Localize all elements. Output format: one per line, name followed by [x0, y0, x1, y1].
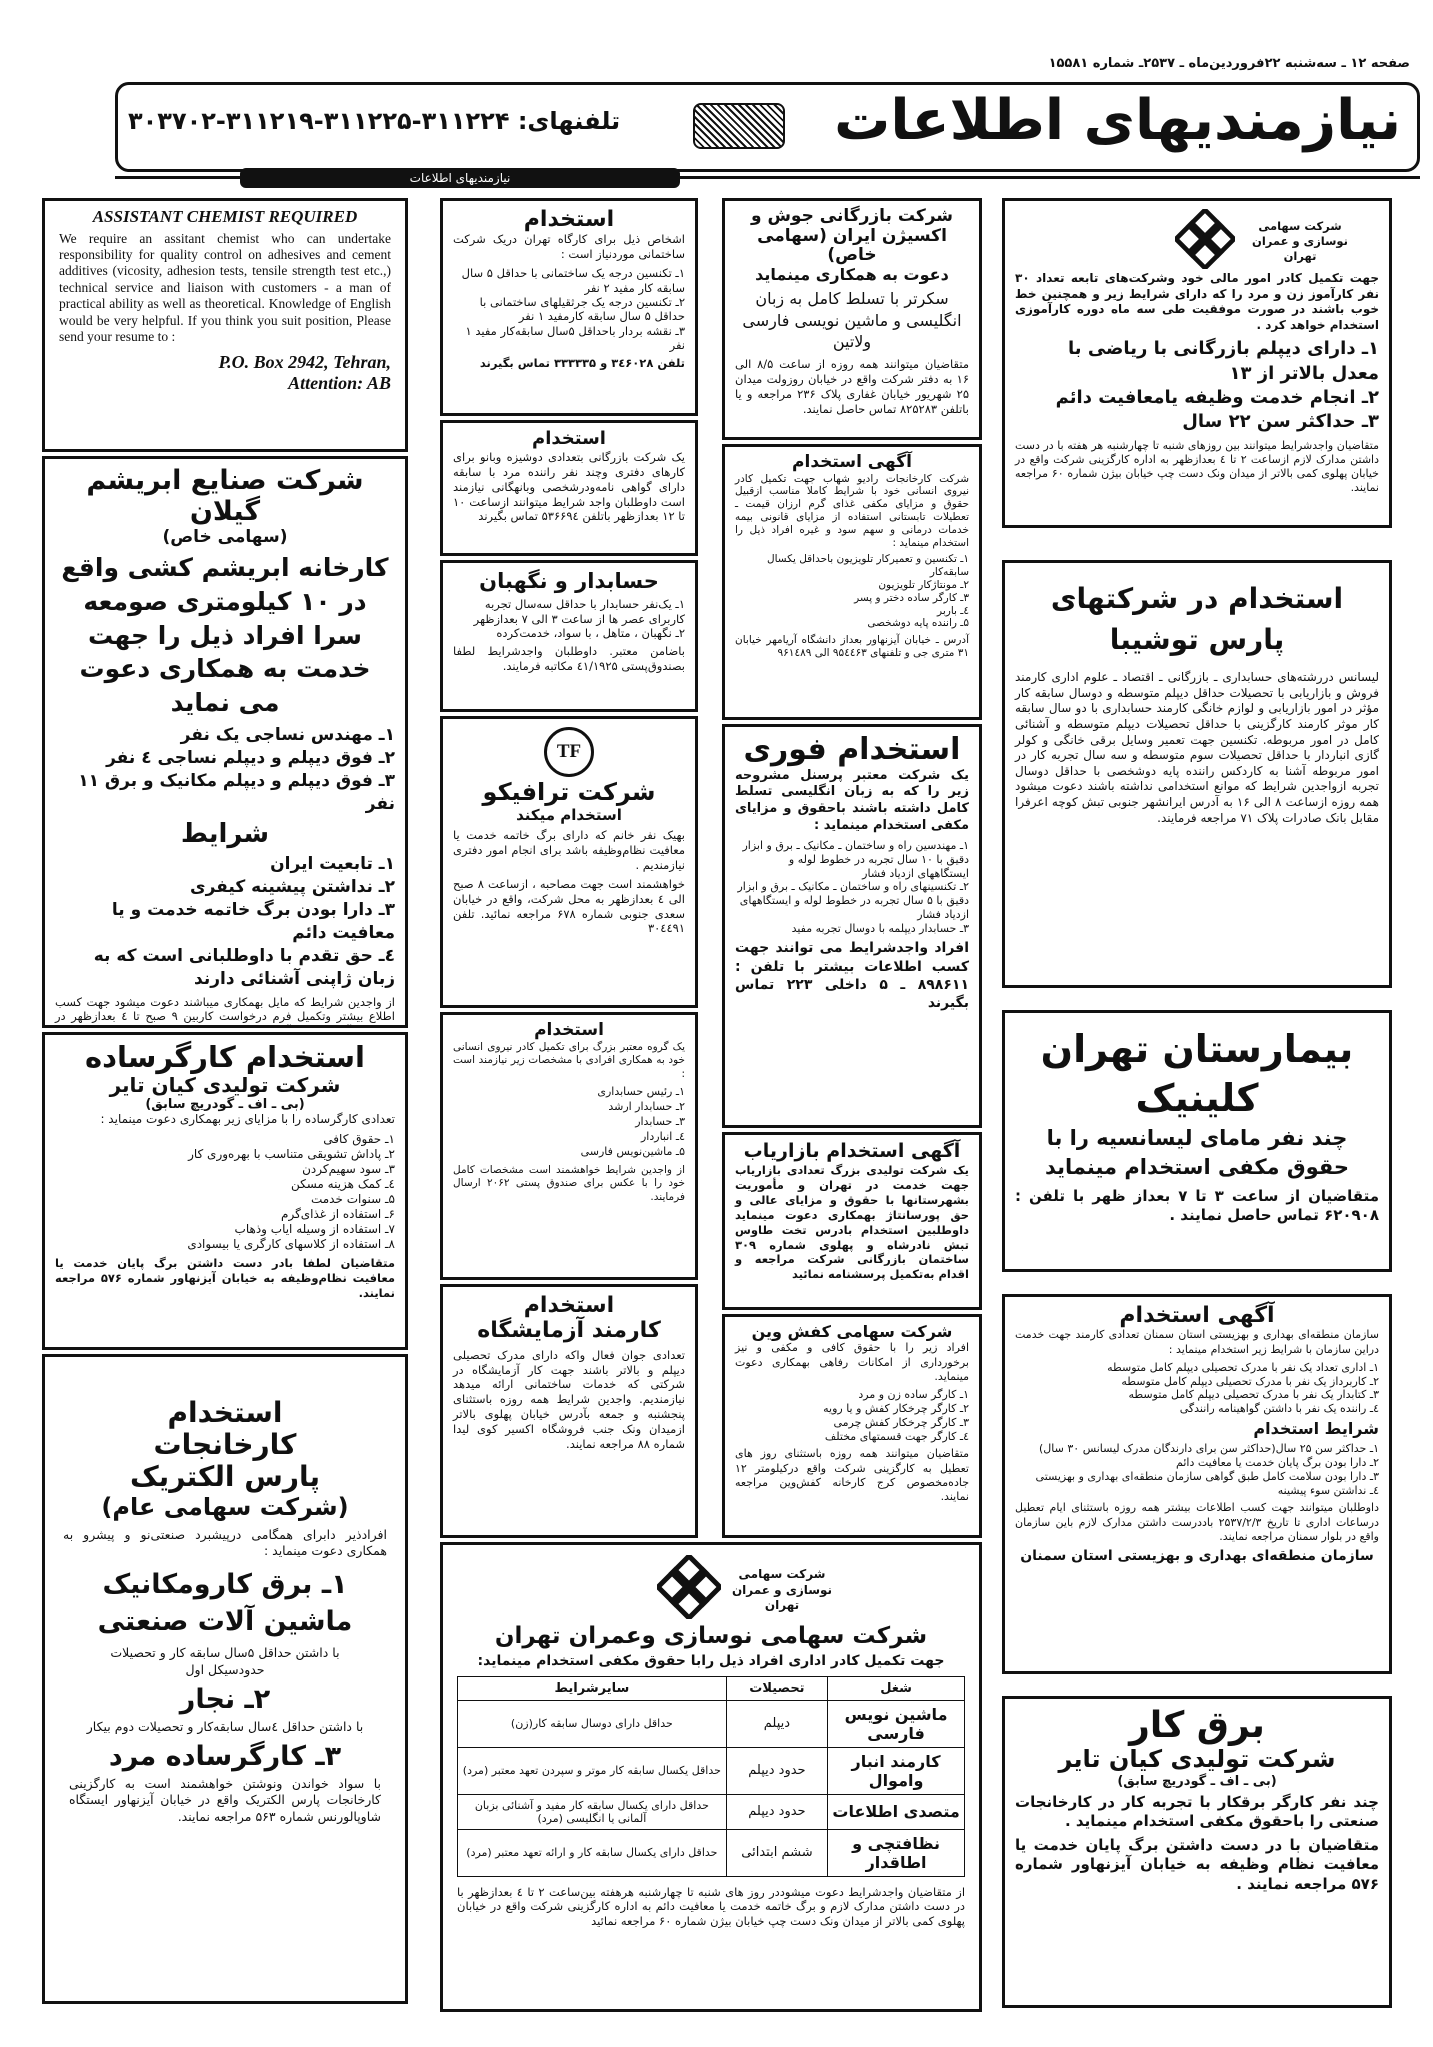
shoe-footer: متقاضیان میتوانند همه روزه باستثنای روز های تعطیل به کارگزینی شرکت واقع درکیلومتر ۱۲ جاده‌مخصوص کرج کارخانه کفش‌وین مراجعه نمایند. [735, 1447, 969, 1504]
trafico-logo-icon [544, 727, 594, 777]
trainees-logo-name: شرکت سهامی نوسازی و عمران تهران [1252, 219, 1348, 263]
trainees-footer: متقاضیان واجدشرایط میتوانند بین روزهای شنبه تا چهارشنبه هر هفته با در دست داشتن مدارک لازم ازساعت ۲ تا ٤ بعدازظهر به اداره کارگزینی شرکت واقع در خیابان پهلوی کمی بالاتر از میدان ونک دست چپ خیابان بیژن شماره ۶۰ مراجعه نمایند. [1015, 438, 1379, 495]
hire-a-body: اشخاص ذیل برای کارگاه تهران دریک شرکت ساختمانی موردنیاز است : [453, 232, 685, 262]
semnan-items [1015, 1361, 1379, 1416]
welding-body: سکرتر با تسلط کامل به زبان انگلیسی و ماشین نویسی فارسی ولاتین [742, 289, 962, 352]
list-item: ۳ـ کارگر چرخکار کفش چرمی [833, 1415, 969, 1429]
chemist-address: P.O. Box 2942, Tehran, [218, 351, 391, 372]
electric-company: شرکت تولیدی کیان تایر [1058, 1745, 1336, 1774]
market-title: آگهی استخدام بازاریاب [743, 1140, 961, 1162]
hire-a-phone: تلفن ۳٤۶۰۲۸ و ۳۳۳۳۳۵ تماس بگیرند [479, 356, 685, 371]
table-cell: ماشین نویس فارسی [828, 1700, 965, 1747]
gilan-type: (سهامی خاص) [162, 527, 288, 548]
list-item: ۳ـ حسابدار [635, 1115, 685, 1129]
ad-pars-electric [42, 1354, 408, 2004]
list-item: ٤ـ راننده یک نفر با داشتن گواهینامه رانندگی [1179, 1402, 1379, 1416]
list-item: ۵ـ راننده پایه دوشخصی [867, 617, 969, 630]
pars-subtitle: کارخانجات [153, 1428, 297, 1462]
trafico-company: شرکت ترافیکو [482, 778, 656, 806]
ad-gilan-silk [42, 456, 408, 1028]
list-item: ۳ـ دارا بودن برگ خاتمه خدمت و یا معافیت دائم [111, 900, 395, 944]
shahab-body: شرکت کارخانجات رادیو شهاب جهت تکمیل کادر نیروی انسانی خود با شرایط کاملا مناسب ازقبیل حقوق و مزایای مکفی غذای گرم ارزان قیمت ـ تعطیلات تابستانی استفاده از مزایای قانونی بیمه خدمات درمانی و سهم سود و غیره افراد ذیل را استخدام مینماید : [735, 472, 969, 549]
ad-hire-group [440, 1012, 698, 1280]
table-row [458, 1747, 965, 1794]
hire-b-body: یک شرکت بازرگانی بتعدادی دوشیزه وبانو برای کارهای دفتری وچند نفر راننده مرد با سابقه دارای گواهی نامه‌ودرشخصی وبانهگانی نیازمند است داوطلبان واجد شرایط میتوانند ازساعت ۱۰ تا ۱۲ بعدازظهر باتلفن ۵۳۶۶۹٤ تماس بگیرند [453, 449, 685, 524]
trafico-footer: خواهشمند است جهت مصاحبه ، ازساعت ۸ صبح الی ٤ بعدازظهر به محل شرکت، واقع در خیابان سعدی جنوبی شماره ۶۷۸ مراجعه نمائید. تلفن ۳۰٤٤۹۱ [453, 876, 685, 936]
semnan-signature: سازمان منطقه‌ای بهداری و بهزیستی استان سمنان [1020, 1548, 1374, 1565]
worker-company: شرکت تولیدی کیان تایر [109, 1073, 341, 1098]
list-item: ۲ـ فوق دیپلم و دیپلم نساجی ٤ نفر [106, 747, 395, 768]
masthead-phones: تلفنهای: ۳۱۱۲۲۴-۳۱۱۲۲۵-۳۱۱۲۱۹-۳۰۳۷۰۲ [128, 107, 621, 135]
guard-items [453, 597, 685, 640]
list-item: ۷ـ استفاده از وسیله ایاب وذهاب [234, 1221, 395, 1236]
ad-accountant-guard [440, 560, 698, 712]
urgent-footer: افراد واجدشرایط می توانند جهت کسب اطلاعات بیشتر با تلفن : ۸۹۸۶۱۱ ـ ۵ داخلی ۲۲۳ تماس بگیرند [735, 940, 969, 1011]
trafico-body: بهیک نفر خانم که دارای برگ خاتمه خدمت یا معافیت نظام‌وظیفه باشد برای انجام امور دفتری نیازمندیم . [453, 827, 685, 872]
list-item: ۱ـ حداکثر سن ۲۵ سال(حداکثر سن برای دارندگان مدرک لیسانس ۳۰ سال) [1039, 1442, 1379, 1456]
gilan-conditions-title: شرایط [180, 818, 270, 849]
trainees-logo [1015, 207, 1379, 271]
hire-a-items [453, 266, 685, 352]
chemist-attention: Attention: AB [288, 372, 391, 393]
electric-body: چند نفر کارگر برقکار با تجربه کار در کارخانجات صنعتی را باحقوق مکفی استخدام مینماید . [1015, 1792, 1379, 1831]
list-item: ۱ـ تابعیت ایران [270, 854, 395, 875]
list-item: ۳ـ دارا بودن سلامت کامل طبق گواهی سازمان منطقه‌ای بهداری و بهزیستی [1035, 1469, 1379, 1483]
gilan-footer: از واجدین شرایط که مایل بهمکاری میباشند دعوت میشود جهت کسب اطلاع بیشتر وتکمیل فرم درخواست کاربین ۹ صبح تا ٤ بعدازظهر در [55, 995, 395, 1024]
renovation-logo [457, 1553, 965, 1623]
list-item: ۳ـ نقشه بردار باحداقل ۵سال سابقه‌کار مفید ۱ نفر [465, 323, 685, 353]
masthead-logo-icon [693, 103, 785, 149]
worker-former: (بی ـ اف ـ گودریچ سابق) [145, 1097, 305, 1113]
trainees-intro: جهت تکمیل کادر امور مالی خود وشرکت‌های تابعه تعداد ۳۰ نفر کارآموز زن و مرد را که دارای شرایط زیر و همچنین خط خوب باشند در صورت موفقیت طی سه ماه دوره کارآموزی استخدام خواهد کرد . [1015, 271, 1379, 332]
list-item: ۲ـ نگهبان ، متاهل ، با سواد، خدمت‌کرده [496, 625, 685, 640]
table-cell: حداقل دارای دوسال سابقه کار(زن) [458, 1700, 727, 1747]
list-item: ۲ـ تکنسینهای راه و ساختمان ـ مکانیک ـ برق و ابزار دقیق با ۵ سال تجربه در خطوط لوله و ایستگاههای ازدیاد فشار [737, 880, 969, 921]
ad-lab-staff [440, 1284, 698, 1538]
clinic-body: چند نفر مامای لیسانسیه را با حقوق مکفی استخدام مینماید [1044, 1125, 1350, 1180]
ad-marketer [722, 1132, 982, 1310]
list-item: ۳ـ فوق دیپلم و دیپلم مکانیک و برق ۱۱ نفر [78, 770, 395, 814]
semnan-footer: داوطلبان میتوانند جهت کسب اطلاعات بیشتر همه روزه باستثنای ایام تعطیل درساعات اداری تا تاریخ ۲۵۳۷/۲/۳ باددرست داشتن مدارک لازم باین سازمان واقع در بلوار سمنان مراجعه نمایند. [1015, 1501, 1379, 1543]
electric-former: (بی ـ اف ـ گودریچ سابق) [1117, 1773, 1277, 1789]
guard-footer: باضامن معتبر. داوطلبان واجدشرایط لطفا بصندوق‌پستی ٤۱/۱۹۲۵ مکاتبه فرمایند. [453, 644, 685, 674]
ad-tehran-renovation [440, 1542, 982, 2012]
gilan-items [55, 724, 395, 816]
trafico-subtitle: استخدام میکند [516, 805, 622, 824]
clinic-footer: متقاضیان از ساعت ۳ تا ۷ بعداز ظهر با تلفن : ۶۲۰۹۰۸ تماس حاصل نمایند . [1015, 1186, 1380, 1225]
hire-c-title: استخدام [534, 1020, 604, 1040]
list-item: ۲ـ نداشتن پیشینه کیفری [190, 877, 395, 898]
list-item: ۱ـ تکنسین درجه یک ساختمانی با حداقل ۵ سال سابقه کار مفید ۲ نفر [461, 266, 685, 295]
list-item: ۲ـ کارگر چرخکار کفش و یا رویه [823, 1402, 969, 1416]
list-item: ٤ـ نداشتن سوء پیشینه [1277, 1483, 1379, 1497]
urgent-items [735, 839, 969, 935]
list-item: ۱ـ اداری تعداد یک نفر با مدرک تحصیلی دیپلم کامل متوسطه [1107, 1360, 1379, 1374]
list-item: ۱ـ مهندسین راه و ساختمان ـ مکانیک ـ برق و ابزار دقیق با ۱۰ سال تجربه در خطوط لوله و ایستگاههای ازدیاد فشار [742, 839, 969, 880]
knot-logo-icon [657, 1555, 721, 1619]
pars-job2-req: با داشتن حداقل ٤سال سابقه‌کار و تحصیلات دوم بیکار [86, 1718, 364, 1734]
list-item: ۳ـ حداکثر سن ۲۲ سال [1182, 411, 1379, 433]
knot-logo-icon [1175, 209, 1235, 269]
list-item: ۱ـ کارگر ساده زن و مرد [858, 1388, 969, 1402]
toshiba-title: استخدام در شرکتهای پارس توشیبا [1050, 582, 1344, 656]
masthead-ribbon [240, 168, 680, 188]
list-item: ۲ـ پاداش تشویقی متناسب با بهره‌وری کار [188, 1146, 395, 1161]
table-header: شغل [828, 1676, 965, 1700]
table-header: تحصیلات [726, 1676, 827, 1700]
worker-items [55, 1132, 395, 1252]
ad-semnan-health [1002, 1294, 1392, 1674]
hire-c-footer: از واجدین شرایط خواهشمند است مشخصات کامل خود را با عکس برای صندوق پستی ۲۰۶۲ ارسال فرمایند. [453, 1163, 686, 1203]
pars-type: (شرکت سهامی عام) [101, 1492, 349, 1521]
hire-c-items [453, 1085, 685, 1159]
table-row [458, 1700, 965, 1747]
ad-electrician [1002, 1696, 1392, 2008]
chemist-title: ASSISTANT CHEMIST REQUIRED [92, 207, 358, 226]
clinic-title: بیمارستان تهران کلینیک [1040, 1027, 1354, 1121]
list-item: ۱ـ حقوق کافی [323, 1131, 395, 1146]
electric-title: برق کار [1129, 1705, 1265, 1746]
gilan-company: شرکت صنایع ابریشم گیلان [86, 465, 364, 528]
semnan-conditions-title: شرایط استخدام [1253, 1418, 1379, 1438]
pars-job1-req: با داشتن حداقل ۵سال سابقه کار و تحصیلات حدودسیکل اول [110, 1645, 340, 1677]
list-item: ٤ـ کارگر جهت قسمتهای مختلف [824, 1429, 969, 1443]
pars-job3-req: با سواد خواندن ونوشتن خواهشمند است به کارگزینی کارخانجات پارس الکتریک واقع در خیابان آیزنهاور ایستگاه شاوپالورنس شماره ۵۶۳ مراجعه نمایند. [69, 1776, 381, 1824]
list-item: ٤ـ انباردار [640, 1130, 685, 1143]
list-item: ۶ـ استفاده از غذای‌گرم [281, 1206, 395, 1221]
list-item: ۲ـ مونتاژکار تلویزیون [878, 578, 969, 591]
ad-simple-worker [42, 1032, 408, 1350]
ad-renovation-trainees [1002, 198, 1392, 528]
electric-footer: متقاضیان با در دست داشتن برگ پایان خدمت یا معافیت نظام وظیفه به خیابان آیزنهاور شماره ۵۷۶ مراجعه نمایند . [1015, 1835, 1379, 1893]
table-cell: حدود دیپلم [726, 1794, 827, 1829]
list-item: ۳ـ کارگر ساده دختر و پسر [854, 591, 969, 604]
lab-subtitle: کارمند آزمایشگاه [477, 1318, 661, 1344]
gilan-headline: کارخانه ابریشم کشی واقع در ۱۰ کیلومتری صومعه سرا افراد ذیل را جهت خدمت به همکاری دعوت می نماید [61, 553, 389, 718]
list-item: ۲ـ حسابدار ارشد [608, 1100, 685, 1114]
welding-invite: دعوت به همکاری مینماید [755, 264, 949, 284]
pars-title: استخدام [167, 1396, 283, 1429]
list-item: ٤ـ کمک هزینه مسکن [290, 1176, 395, 1191]
list-item: ۱ـ تکنسین و تعمیرکار تلویزیون باحداقل یکسال سابقه‌کار [766, 553, 969, 579]
pars-job1: ۱ـ برق کارومکانیک ماشین آلات صنعتی [97, 1568, 353, 1638]
toshiba-body: لیسانس دررشته‌های حسابداری ـ بازرگانی ـ اقتصاد ـ علوم اداری کارمند فروش و بازاریابی با تحصیلات حداقل دیپلم متوسطه و دوسال سابقه کار مؤثر در امور بازاریابی و لوازم خانگی کارمند حسابداری با دو سال سابقه کار موثر کارمند کارگزینی با حداقل تحصیلات دیپلم متوسطه و آشنائی کامل در امور مربوطه. تکنسین جهت تعمیر وسایل برقی خانگی و کولر گازی انباردار با حداقل تحصیلات سوم متوسطه و سه سال تجربه کار در امور مربوطه آشنا به کاردکس راننده پایه دوشخصی با حداقل دوسال تجربه ازواجدین شرایط که موانع استخدامی نداشته باشند دعوت میشود همه روزه ازساعت ۸ الی ۱۶ به آدرس ایرانشهر جنوبی تبش کوچه اعرفرا مقابل بانک صادرات پلاک ۷۱ مراجعه فرمایند. [1015, 670, 1379, 825]
semnan-title: آگهی استخدام [1119, 1303, 1275, 1328]
list-item: ۲ـ تکنسین درجه یک جرثقیلهای ساختمانی با حداقل ۵ سال سابقه کارمفید ۱ نفر [479, 294, 685, 324]
dateline: صفحه ۱۲ ـ سه‌شنبه ۲۲فروردین‌ماه ـ ۲۵۳۷ـ شماره ۱۵۵۸۱ [1048, 56, 1410, 71]
hire-b-title: استخدام [532, 428, 606, 449]
list-item: ۵ـ ماشین‌نویس فارسی [580, 1144, 685, 1158]
pars-job2: ۲ـ نجار [179, 1683, 271, 1715]
masthead [115, 82, 1420, 172]
masthead-ribbon-label: نیازمندیهای اطلاعات [409, 171, 511, 185]
list-item: ۲ـ کاربرداز یک نفر با مدرک تحصیلی دیپلم کامل متوسطه [1121, 1374, 1379, 1388]
list-item: ۵ـ سنوات خدمت [310, 1191, 395, 1206]
worker-headline: استخدام کارگرساده [84, 1040, 365, 1074]
list-item: ۳ـ سود سهیم‌کردن [302, 1161, 395, 1176]
ad-welding-oxygen [722, 198, 982, 440]
welding-footer: متقاضیان میتوانند همه روزه از ساعت ۸/۵ الی ۱۶ به دفتر شرکت واقع در خیابان روزولت میدان ۲۵ شهریور خیابان غفاری پلاک ۲۳۶ مراجعه و یا باتلفن ۸۲۵۲۸۳ تماس حاصل نمایند. [735, 356, 969, 416]
masthead-title: نیازمندیهای اطلاعات [834, 88, 1401, 153]
shoe-title: شرکت سهامی کفش وین [751, 1322, 953, 1341]
pars-company: پارس الکتریک [130, 1460, 320, 1494]
list-item: ۸ـ استفاده از کلاسهای کارگری یا بیسوادی [187, 1236, 395, 1251]
list-item: ۳ـ حسابدار دیپلمه با دوسال تجربه مفید [791, 921, 969, 935]
list-item: ۱ـ رئیس حسابداری [597, 1085, 685, 1099]
list-item: ۲ـ دارا بودن برگ پایان خدمت یا معافیت دائم [1176, 1456, 1379, 1470]
table-row [458, 1829, 965, 1876]
worker-intro: تعدادی کارگرساده را با مزایای زیر بهمکاری دعوت مینماید : [100, 1112, 395, 1127]
table-cell: حداقل یکسال سابقه کار موتر و سپردن تعهد معتبر (مرد) [458, 1747, 727, 1794]
lab-body: تعدادی جوان فعال واکه دارای مدرک تحصیلی دیپلم و بالاتر باشند جهت کار آزمایشگاه در شرکتی که خدمات ساختمانی ارائه میدهد نیازمندیم. واجدین شرایط همه روزه باستثنای پنجشنبه و جمعه بآدرس خیابان پهلوی بالاتر ازمیدان ونک جنب فروشگاه اکسیر کوی لیدا شماره ۸۸ مراجعه نمایند. [453, 1347, 685, 1452]
ad-urgent-hire [722, 724, 982, 1128]
renovation-subtitle: جهت تکمیل کادر اداری افراد ذیل رابا حقوق مکفی استخدام مینماید: [477, 1653, 945, 1670]
shahab-items [735, 553, 969, 630]
shoe-items [735, 1388, 969, 1443]
ad-assistant-chemist [42, 198, 408, 452]
chemist-body: We require an assitant chemist who can undertake responsibility for quality control on adhesives and cement additives (vicosity, adhesion tests, tensile strength test etc.,) technical service and liaison with customers - a man of practical ability as well as theoretical. Knowledge of English would be very helpful. If you think you suit position, Please send your resume to : [59, 230, 391, 345]
table-cell: حداقل دارای یکسال سابقه کار مفید و آشنائی بزبان آلمانی یا انگلیسی (مرد) [458, 1794, 727, 1829]
shahab-title: آگهی استخدام [792, 452, 912, 472]
shoe-body: افراد زیر را با حقوق کافی و مکفی و نیز برخورداری از امکانات رفاهی بهمکاری دعوت مینماید. [735, 1341, 969, 1383]
list-item: ۱ـ یک‌نفر حسابدار با حداقل سه‌سال تجربه کاربرای عصر ها از ساعت ۳ الی ۷ بعدازظهر [473, 597, 685, 626]
semnan-intro: سازمان منطقه‌ای بهداری و بهزیستی استان سمنان تعدادی کارمند جهت خدمت دراین سازمان با شرایط زیر استخدام مینماید : [1015, 1328, 1379, 1356]
table-cell: دیپلم [726, 1700, 827, 1747]
ad-pars-toshiba [1002, 560, 1392, 988]
pars-intro: افرادذیر دابرای همگامی درپیشبرد صنعتی‌نو و پیشرو به همکاری دعوت مینماید : [63, 1527, 387, 1559]
list-item: ٤ـ باربر [937, 604, 969, 617]
list-item: ۳ـ کتابدار یک نفر با مدرک تحصیلی دیپلم کامل متوسطه [1128, 1388, 1379, 1402]
list-item: ۲ـ انجام خدمت وظیفه یامعافیت دائم [1055, 386, 1379, 408]
pars-job3: ۳ـ کارگرساده مرد [108, 1741, 342, 1773]
ad-hire-construction [440, 198, 698, 416]
table-row [458, 1794, 965, 1829]
trainees-items [1015, 337, 1379, 434]
hire-a-title: استخدام [523, 207, 615, 232]
worker-footer: متقاضیان لطفا بادر دست داشتن برگ پایان خدمت یا معافیت نظام‌وظیفه به خیابان آیزنهاور شماره ۵۷۶ مراجعه نمایند. [55, 1255, 395, 1300]
ad-shoe-vin [722, 1314, 982, 1538]
urgent-title: استخدام فوری [743, 732, 961, 767]
market-body: یک شرکت تولیدی بزرگ تعدادی بازاریاب جهت خدمت در تهران و مأموریت بشهرستانها با حقوق و مزایای عالی و حق پورسانتاژ بهمکاری دعوت مینماید داوطلبین استخدام بادرس تخت طاوس تبش نادرشاه و پهلوی شماره ۳۰۹ ساختمان بازرگانی شرکت مراجعه و اقدام به‌تکمیل پرسشنامه نمائید [735, 1162, 969, 1282]
ad-radio-shahab [722, 444, 982, 720]
list-item: ۱ـ دارای دیپلم بازرگانی با ریاضی با معدل بالاتر از ۱۳ [1068, 338, 1379, 384]
ad-hire-office [440, 420, 698, 556]
renovation-table [457, 1676, 965, 1877]
table-cell: حداقل دارای یکسال سابقه کار و ارائه تعهد معتبر (مرد) [458, 1829, 727, 1876]
masthead-rule-2 [680, 176, 1420, 179]
semnan-conditions [1015, 1442, 1379, 1497]
ad-tehran-clinic [1002, 1010, 1392, 1272]
lab-title: استخدام [523, 1293, 615, 1318]
table-header-row [458, 1676, 965, 1700]
urgent-body: یک شرکت معتبر پرسنل مشروحه زیر را که به زبان انگلیسی تسلط کامل داشته باشند باحقوق و مزایای مکفی استخدام مینماید : [735, 767, 969, 834]
guard-title: حسابدار و نگهبان [479, 569, 659, 593]
ad-trafico [440, 716, 698, 1008]
table-cell: نظافتچی و اطاقدار [828, 1829, 965, 1876]
trafico-logo-text: TF [556, 741, 582, 762]
table-cell: حدود دیپلم [726, 1747, 827, 1794]
list-item: ٤ـ حق تقدم با داوطلبانی است که به زبان ژاپنی آشنائی دارند [93, 946, 395, 990]
renovation-logo-name: شرکت سهامی نوسازی و عمران تهران [731, 1567, 833, 1613]
table-cell: کارمند انبار واموال [828, 1747, 965, 1794]
shahab-footer: آدرس ـ خیابان آیزنهاور بعداز دانشگاه آریامهر خیابان ۳۱ متری جی و تلفنهای ۹۵٤٤۶۳ الی ۹۶۱٤۸۹ [735, 634, 969, 659]
renovation-title: شرکت سهامی نوسازی وعمران تهران [494, 1623, 928, 1649]
renovation-footer: از متقاضیان واجدشرایط دعوت میشوددر روز های شنبه تا چهارشنبه هرهفته بین‌ساعت ۲ تا ٤ بعدازظهر با در دست داشتن مدارک لازم و برگ خاتمه خدمت یا معافیت دائم به اداره کارگزینی شرکت واقع در خیابان پهلوی کمی بالاتر از میدان ونک دست چپ خیابان بیژن شماره ۶۰ مراجعه نمائید [457, 1884, 966, 1929]
gilan-conditions [55, 853, 395, 991]
hire-c-body: یک گروه معتبر بزرگ برای تکمیل کادر نیروی انسانی خود به همکاری افرادی با مشخصات زیر نیازمند است : [453, 1040, 685, 1080]
list-item: ۱ـ مهندس نساجی یک نفر [180, 724, 395, 745]
table-header: سایرشرایط [458, 1676, 727, 1700]
masthead-rule [115, 176, 240, 179]
welding-company: شرکت بازرگانی جوش و اکسیژن ایران (سهامی خاص) [750, 206, 954, 266]
table-cell: ششم ابتدائی [726, 1829, 827, 1876]
table-cell: متصدی اطلاعات [828, 1794, 965, 1829]
